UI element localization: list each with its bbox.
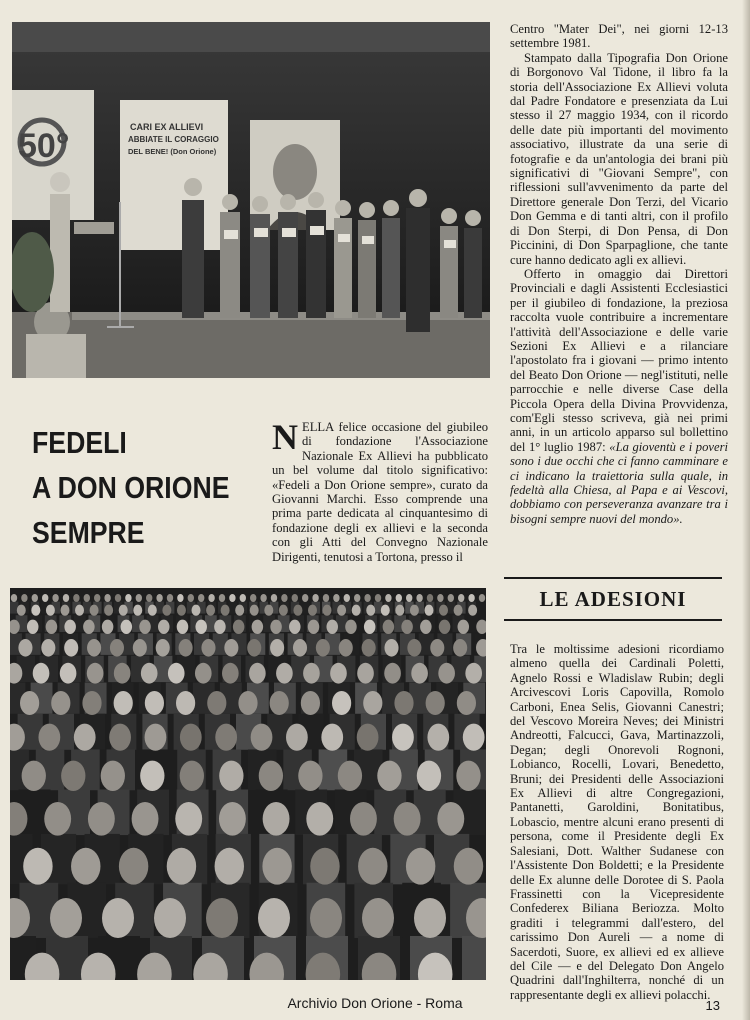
audience-head — [219, 594, 225, 602]
audience-head — [168, 663, 185, 684]
audience-head — [119, 848, 148, 885]
audience-head — [176, 691, 195, 715]
audience-head — [407, 639, 421, 657]
audience-head — [323, 605, 332, 616]
audience-head — [416, 594, 422, 602]
audience-head — [345, 620, 357, 634]
audience-head — [61, 761, 85, 791]
audience-head — [263, 802, 290, 836]
audience-head — [145, 724, 167, 751]
audience-head — [396, 594, 402, 602]
article-continuation-column — [510, 22, 728, 526]
audience-head — [363, 691, 382, 715]
audience-head — [364, 594, 370, 602]
audience-head — [88, 802, 115, 836]
audience-head — [352, 605, 361, 616]
audience-head — [64, 639, 78, 657]
audience-head — [270, 691, 289, 715]
audience-head — [385, 594, 391, 602]
audience-head — [453, 639, 467, 657]
audience-head — [221, 605, 230, 616]
audience-head — [114, 663, 131, 684]
banner-line-1: CARI EX ALLIEVI — [130, 122, 204, 132]
audience-head — [115, 594, 121, 602]
audience-head — [195, 663, 212, 684]
audience-head — [270, 620, 282, 634]
audience-head — [215, 724, 237, 751]
anniversary-logo-text: 50° — [18, 127, 70, 165]
audience-head — [87, 639, 101, 657]
audience-head — [427, 594, 433, 602]
headline-line-3: SEMPRE — [32, 515, 145, 550]
article-paragraph-3 — [510, 267, 728, 526]
audience-head — [357, 724, 379, 751]
audience-head — [179, 639, 193, 657]
audience-head — [448, 594, 454, 602]
audience-head — [249, 663, 266, 684]
audience-head — [321, 724, 343, 751]
audience-head — [238, 691, 257, 715]
dropcap-letter: N — [272, 417, 298, 457]
audience-photo — [10, 588, 486, 980]
article-intro-column — [272, 417, 488, 564]
audience-body — [462, 936, 486, 980]
audience-head — [215, 848, 244, 885]
section-header — [504, 577, 722, 621]
audience-head — [207, 691, 226, 715]
audience-head — [410, 605, 419, 616]
audience-head — [279, 605, 288, 616]
audience-head — [457, 691, 476, 715]
audience-head — [64, 620, 76, 634]
audience-head — [312, 594, 318, 602]
audience-head — [395, 605, 404, 616]
audience-head — [293, 605, 302, 616]
audience-head — [82, 691, 101, 715]
audience-head — [125, 594, 131, 602]
audience-head — [23, 848, 52, 885]
audience-head — [289, 620, 301, 634]
audience-head — [60, 663, 77, 684]
audience-head — [468, 605, 477, 616]
audience-head — [463, 724, 485, 751]
page-edge-shadow — [742, 0, 750, 1020]
audience-head — [167, 848, 196, 885]
audience-head — [337, 605, 346, 616]
audience-head — [60, 605, 69, 616]
audience-head — [338, 761, 362, 791]
audience-head — [102, 620, 114, 634]
audience-head — [175, 802, 202, 836]
audience-head — [229, 594, 235, 602]
audience-head — [247, 639, 261, 657]
audience-head — [427, 724, 449, 751]
audience-head — [75, 605, 84, 616]
audience-head — [198, 594, 204, 602]
audience-head — [401, 620, 413, 634]
audience-head — [262, 848, 291, 885]
audience-head — [438, 663, 455, 684]
audience-head — [417, 761, 441, 791]
audience-head — [201, 639, 215, 657]
audience-head — [350, 802, 377, 836]
audience-head — [240, 594, 246, 602]
audience-head — [101, 761, 125, 791]
audience-head — [33, 663, 50, 684]
audience-head — [406, 848, 435, 885]
audience-head — [46, 605, 55, 616]
audience-head — [206, 605, 215, 616]
audience-head — [468, 594, 474, 602]
audience-head — [21, 594, 27, 602]
audience-head — [252, 620, 264, 634]
audience-head — [332, 691, 351, 715]
article-paragraph-1: Centro "Mater Dei", nei giorni 12-13 settembre 1981. — [510, 22, 728, 51]
audience-head — [354, 594, 360, 602]
audience-head — [148, 605, 157, 616]
audience-head — [195, 620, 207, 634]
audience-head — [50, 898, 82, 938]
article-intro-text: ELLA felice occasione del giubileo di fondazione l'Associazione Nazionale Ex Allievi ha pubblicato un bel volume dal titolo significativo: «Fedeli a Don Orione sempre», curato da Giovanni Marchi. Esso comprende una prima parte dedicata al cinquantesimo di fondazione degli ex allievi e la seconda con gli Atti del Convegno Nazionale Dirigenti, tenutosi a Tortona, presso il — [272, 420, 488, 564]
audience-head — [437, 594, 443, 602]
audience-head — [110, 639, 124, 657]
audience-head — [109, 724, 131, 751]
audience-head — [394, 802, 421, 836]
audience-head — [330, 663, 347, 684]
audience-head — [156, 594, 162, 602]
audience-head — [154, 898, 186, 938]
audience-head — [281, 594, 287, 602]
audience-head — [260, 594, 266, 602]
audience-head — [301, 691, 320, 715]
audience-head — [392, 724, 414, 751]
audience-head — [430, 639, 444, 657]
audience-head — [454, 848, 483, 885]
audience-head — [94, 594, 100, 602]
audience-head — [17, 605, 26, 616]
audience-head — [42, 594, 48, 602]
audience-head — [375, 594, 381, 602]
audience-head — [51, 691, 70, 715]
audience-head — [27, 620, 39, 634]
audience-head — [377, 761, 401, 791]
audience-head — [303, 663, 320, 684]
audience-head — [188, 594, 194, 602]
audience-head — [381, 605, 390, 616]
headline-line-2: A DON ORIONE — [32, 470, 230, 505]
audience-head — [192, 605, 201, 616]
audience-head — [394, 691, 413, 715]
audience-head — [292, 594, 298, 602]
audience-head — [177, 605, 186, 616]
audience-head — [358, 848, 387, 885]
adesioni-text: Tra le moltissime adesioni ricordiamo almeno quella dei Cardinali Poletti, Agnelo Rossi e Wladislaw Rubin; degli Arcivescovi Loris Capovilla, Romolo Carboni, Enea Selis, Giovanni Canestri; del Vescovo Moreira Neves; dei Ministri Andreotti, Falcucci, Gava, Martinazzoli, Degan; degli Onorevoli Rognoni, Lobianco, Rocelli, Lovari, Benedetto, Bruni; dei Presidenti delle Associazioni Ex Allievi di altre Congregazioni, Pantanetti, Garoldini, Bonitatibus, Lobascio, mentre alcuni erano presenti di persona, come il Presidente degli Ex Salesiani, Dott. Walther Sudanese con l'Assistente Don Boldetti; e la Presidente delle Ex alunne delle Dorotee di S. Paola Frassinetti con la Vicepresidente Confederex Biliana Beriozza. Molto graditi i telegrammi dall'estero, del carissimo Don Aureli — a nome di Sacerdoti, Suore, ex allievi ed ex allieve del Cile — e del Delegato Don Angelo Quadrini dall'Inghilterra, nonché di un rappresentante degli ex allievi polacchi. — [510, 642, 724, 1002]
audience-head — [219, 802, 246, 836]
audience-head — [11, 594, 17, 602]
stage-choir-photo — [12, 22, 490, 378]
audience-head — [424, 605, 433, 616]
audience-head — [119, 605, 128, 616]
audience-head — [22, 761, 46, 791]
audience-head — [298, 761, 322, 791]
article-headline — [32, 420, 230, 555]
page-number: 13 — [705, 998, 720, 1013]
audience-head — [306, 802, 333, 836]
audience-head — [233, 620, 245, 634]
audience-head — [270, 639, 284, 657]
audience-head — [41, 639, 55, 657]
audience-head — [44, 802, 71, 836]
section-title-adesioni: LE ADESIONI — [539, 586, 687, 611]
audience-head — [219, 761, 243, 791]
audience-head — [104, 594, 110, 602]
audience-head — [87, 663, 104, 684]
banner-line-2: ABBIATE IL CORAGGIO — [128, 135, 219, 144]
audience-head — [293, 639, 307, 657]
audience-head — [479, 594, 485, 602]
audience-head — [102, 898, 134, 938]
audience-head — [177, 594, 183, 602]
audience-head — [18, 639, 32, 657]
audience-head — [411, 663, 428, 684]
audience-head — [383, 620, 395, 634]
audience-head — [420, 620, 432, 634]
audience-head — [250, 594, 256, 602]
audience-head — [302, 594, 308, 602]
audience-head — [222, 663, 239, 684]
audience-head — [276, 663, 293, 684]
audience-head — [426, 691, 445, 715]
audience-head — [31, 605, 40, 616]
audience-head — [264, 605, 273, 616]
audience-head — [384, 663, 401, 684]
article-quote: «La gioventù e i poveri sono i due occhi che ci fanno camminare e ci indicano la traiettoria sulla quale, in fedeltà alla Chiesa, al Papa e ai Vescovi, dobbiamo con perseveranza avanzare tra i bisogni sempre nuovi del mondo». — [510, 439, 728, 526]
audience-head — [71, 848, 100, 885]
headline-line-1: FEDELI — [32, 425, 127, 460]
audience-head — [224, 639, 238, 657]
audience-head — [214, 620, 226, 634]
audience-head — [414, 898, 446, 938]
audience-head — [286, 724, 308, 751]
audience-head — [323, 594, 329, 602]
audience-head — [136, 594, 142, 602]
audience-head — [63, 594, 69, 602]
audience-head — [384, 639, 398, 657]
audience-head — [357, 663, 374, 684]
archive-footer: Archivio Don Orione - Roma — [287, 995, 463, 1011]
audience-head — [251, 724, 273, 751]
audience-head — [180, 724, 202, 751]
audience-head — [146, 594, 152, 602]
audience-head — [258, 898, 290, 938]
audience-head — [458, 594, 464, 602]
audience-head — [46, 620, 58, 634]
audience-body — [478, 602, 486, 614]
audience-head — [140, 761, 164, 791]
audience-head — [259, 761, 283, 791]
audience-head — [316, 639, 330, 657]
audience-head — [362, 639, 376, 657]
audience-head — [73, 594, 79, 602]
audience-head — [362, 898, 394, 938]
audience-head — [84, 594, 90, 602]
audience-head — [308, 620, 320, 634]
banner-line-3: DEL BENE! (Don Orione) — [128, 147, 217, 156]
audience-head — [235, 605, 244, 616]
audience-head — [158, 620, 170, 634]
audience-head — [83, 620, 95, 634]
audience-head — [406, 594, 412, 602]
audience-head — [141, 663, 158, 684]
audience-head — [121, 620, 133, 634]
article-paragraph-2: Stampato dalla Tipografia Don Orione di Borgonovo Val Tidone, il libro fa la storia dell'Associazione Ex Allievi voluta dal Padre Fondatore e presenziata da Lui stesso il 27 maggio 1934, con il ricordo delle date più importanti del movimento associativo, illustrate da una serie di fotografie e da un'antologia dei brani più significativi di "Giovani Sempre", con riflessioni sull'avvenimento da parte del Direttore generale Don Terzi, del Vicario Don Gemma e di tanti altri, con il profilo di Don Sterpi, di Don Pensa, di Don Piccinini, di Don Sparpaglione, che tante cure hanno dedicato agli ex allievi. — [510, 50, 728, 267]
audience-head — [139, 620, 151, 634]
audience-head — [308, 605, 317, 616]
audience-head — [333, 594, 339, 602]
audience-head — [133, 639, 147, 657]
audience-head — [38, 724, 60, 751]
audience-head — [310, 848, 339, 885]
audience-head — [90, 605, 99, 616]
audience-head — [439, 605, 448, 616]
audience-head — [32, 594, 38, 602]
audience-head — [162, 605, 171, 616]
audience-head — [145, 691, 164, 715]
audience-head — [344, 594, 350, 602]
audience-head — [206, 898, 238, 938]
audience-head — [133, 605, 142, 616]
audience-head — [339, 639, 353, 657]
audience-head — [114, 691, 133, 715]
audience-head — [366, 605, 375, 616]
audience-head — [156, 639, 170, 657]
audience-head — [456, 761, 480, 791]
audience-head — [177, 620, 189, 634]
adesioni-column — [510, 642, 724, 1002]
audience-head — [454, 605, 463, 616]
article-paragraph-3-text: Offerto in omaggio dai Direttori Provinciali e dagli Assistenti Ecclesiastici per il giubileo di fondazione, la preziosa raccolta vuole contribuire a incrementare l'attività dell'Associazione e delle varie Sezioni Ex Allievi e a rilanciare l'apostolato fra i giovani — primo intento del Beato Don Orione — negl'istituti, nelle parrocchie e nelle diverse Case della Piccola Opera della Divina Provvidenza, com'Egli stesso scriveva, già nei primi anni, in un articolo apparso sul bollettino del 1° luglio 1987: — [510, 266, 728, 454]
audience-head — [132, 802, 159, 836]
audience-head — [20, 691, 39, 715]
audience-head — [180, 761, 204, 791]
audience-head — [439, 620, 451, 634]
audience-head — [167, 594, 173, 602]
audience-head — [326, 620, 338, 634]
audience-head — [458, 620, 470, 634]
audience-head — [310, 898, 342, 938]
audience-head — [52, 594, 58, 602]
audience-head — [250, 605, 259, 616]
audience-head — [271, 594, 277, 602]
audience-head — [465, 663, 482, 684]
audience-head — [104, 605, 113, 616]
audience-head — [437, 802, 464, 836]
audience-head — [74, 724, 96, 751]
audience-head — [364, 620, 376, 634]
audience-head — [208, 594, 214, 602]
